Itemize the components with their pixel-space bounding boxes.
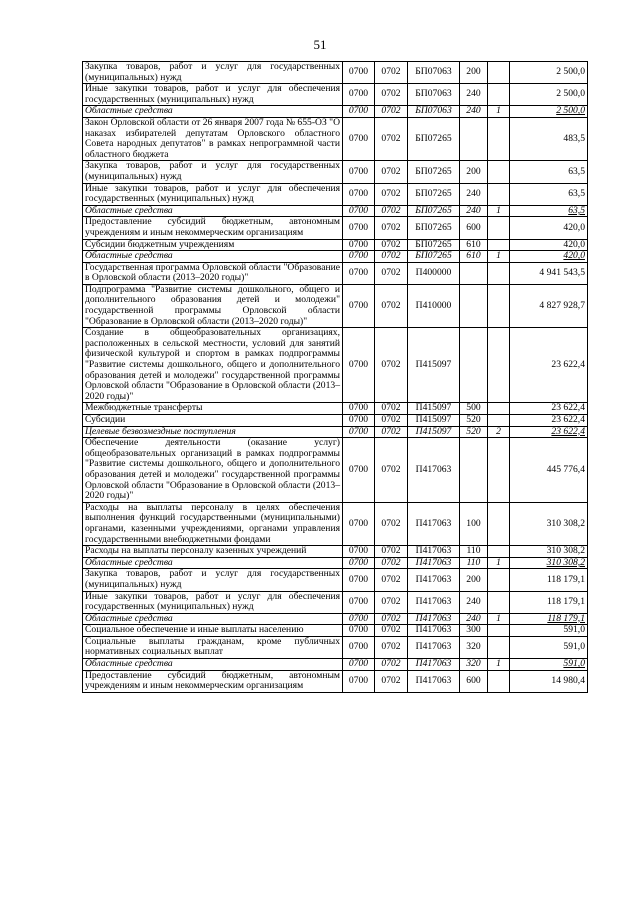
funding-source-code-cell	[488, 217, 510, 239]
table-row	[83, 328, 588, 403]
table-row	[83, 591, 588, 613]
amount-cell: 2 500,0	[510, 62, 588, 84]
row-name-cell: Иные закупки товаров, работ и услуг для обеспечения государственных (муниципальных) нужд	[83, 183, 343, 205]
target-article-code-cell: П415097	[408, 328, 460, 403]
table-row	[83, 659, 588, 671]
expense-type-code-cell: 240	[460, 183, 488, 205]
section-code-cell: 0700	[343, 502, 375, 545]
section-code-cell: 0700	[343, 205, 375, 217]
subsection-code-cell: 0702	[375, 546, 408, 558]
funding-source-code-cell	[488, 591, 510, 613]
row-name-cell: Предоставление субсидий бюджетным, автономным учреждениям и иным некоммерческим организациям	[83, 670, 343, 692]
section-code-cell: 0700	[343, 106, 375, 118]
row-name-cell: Создание в общеобразовательных организациях, расположенных в сельской местности, условий для занятий физической культурой и спортом в рамках подпрограммы "Развитие системы дошкольного, общего и дополнительного образования детей и молодежи" государственной программы Орловской области "Образование в Орловской области (2013–2020 годы)"	[83, 328, 343, 403]
target-article-code-cell: П400000	[408, 262, 460, 284]
row-name-cell: Иные закупки товаров, работ и услуг для обеспечения государственных (муниципальных) нужд	[83, 591, 343, 613]
table-row	[83, 106, 588, 118]
expense-type-code-cell: 600	[460, 217, 488, 239]
expense-type-code-cell: 300	[460, 625, 488, 637]
amount-cell: 310 308,2	[510, 502, 588, 545]
section-code-cell: 0700	[343, 438, 375, 503]
subsection-code-cell: 0702	[375, 117, 408, 160]
row-name-cell: Расходы на выплаты персоналу казенных учреждений	[83, 546, 343, 558]
expense-type-code-cell: 600	[460, 670, 488, 692]
expense-type-code-cell: 240	[460, 84, 488, 106]
target-article-code-cell: П417063	[408, 557, 460, 569]
funding-source-code-cell	[488, 284, 510, 327]
row-name-cell: Обеспечение деятельности (оказание услуг) общеобразовательных организаций в рамках подпрограммы "Развитие системы дошкольного, общего и дополнительного образования детей и молодежи" государственной программы Орловской области "Образование в Орловской области (2013–2020 годы)"	[83, 438, 343, 503]
target-article-code-cell: П417063	[408, 636, 460, 658]
expense-type-code-cell: 320	[460, 636, 488, 658]
expense-type-code-cell: 520	[460, 415, 488, 427]
row-name-cell: Областные средства	[83, 106, 343, 118]
amount-cell: 23 622,4	[510, 328, 588, 403]
amount-cell: 2 500,0	[510, 84, 588, 106]
funding-source-code-cell: 1	[488, 557, 510, 569]
amount-cell: 63,5	[510, 161, 588, 183]
section-code-cell: 0700	[343, 546, 375, 558]
table-row	[83, 62, 588, 84]
subsection-code-cell: 0702	[375, 613, 408, 625]
funding-source-code-cell	[488, 262, 510, 284]
subsection-code-cell: 0702	[375, 557, 408, 569]
table-row	[83, 438, 588, 503]
subsection-code-cell: 0702	[375, 328, 408, 403]
row-name-cell: Государственная программа Орловской области "Образование в Орловской области (2013–2020 годы)"	[83, 262, 343, 284]
subsection-code-cell: 0702	[375, 502, 408, 545]
section-code-cell: 0700	[343, 569, 375, 591]
funding-source-code-cell	[488, 84, 510, 106]
amount-cell: 23 622,4	[510, 403, 588, 415]
amount-cell: 420,0	[510, 251, 588, 263]
funding-source-code-cell: 1	[488, 205, 510, 217]
section-code-cell: 0700	[343, 613, 375, 625]
subsection-code-cell: 0702	[375, 161, 408, 183]
subsection-code-cell: 0702	[375, 591, 408, 613]
funding-source-code-cell	[488, 239, 510, 251]
table-row	[83, 284, 588, 327]
funding-source-code-cell	[488, 328, 510, 403]
target-article-code-cell: П415097	[408, 426, 460, 438]
row-name-cell: Расходы на выплаты персоналу в целях обеспечения выполнения функций государственными (муниципальными) органами, казенными учреждениями, органами управления государственными внебюджетными фондами	[83, 502, 343, 545]
table-row	[83, 239, 588, 251]
amount-cell: 310 308,2	[510, 546, 588, 558]
funding-source-code-cell	[488, 62, 510, 84]
subsection-code-cell: 0702	[375, 84, 408, 106]
section-code-cell: 0700	[343, 591, 375, 613]
table-row	[83, 183, 588, 205]
target-article-code-cell: П417063	[408, 625, 460, 637]
table-row	[83, 161, 588, 183]
table-row	[83, 569, 588, 591]
target-article-code-cell: П417063	[408, 438, 460, 503]
subsection-code-cell: 0702	[375, 183, 408, 205]
amount-cell: 118 179,1	[510, 591, 588, 613]
amount-cell: 591,0	[510, 636, 588, 658]
section-code-cell: 0700	[343, 62, 375, 84]
row-name-cell: Предоставление субсидий бюджетным, автономным учреждениям и иным некоммерческим организациям	[83, 217, 343, 239]
section-code-cell: 0700	[343, 625, 375, 637]
table-row	[83, 217, 588, 239]
table-row	[83, 117, 588, 160]
subsection-code-cell: 0702	[375, 659, 408, 671]
target-article-code-cell: БП07265	[408, 161, 460, 183]
amount-cell: 591,0	[510, 659, 588, 671]
subsection-code-cell: 0702	[375, 106, 408, 118]
amount-cell: 4 827 928,7	[510, 284, 588, 327]
funding-source-code-cell: 1	[488, 613, 510, 625]
expense-type-code-cell: 500	[460, 403, 488, 415]
table-row	[83, 625, 588, 637]
target-article-code-cell: П417063	[408, 546, 460, 558]
subsection-code-cell: 0702	[375, 262, 408, 284]
expense-type-code-cell: 110	[460, 546, 488, 558]
subsection-code-cell: 0702	[375, 670, 408, 692]
section-code-cell: 0700	[343, 426, 375, 438]
subsection-code-cell: 0702	[375, 217, 408, 239]
subsection-code-cell: 0702	[375, 426, 408, 438]
row-name-cell: Иные закупки товаров, работ и услуг для обеспечения государственных (муниципальных) нужд	[83, 84, 343, 106]
amount-cell: 23 622,4	[510, 415, 588, 427]
table-row	[83, 636, 588, 658]
target-article-code-cell: БП07063	[408, 84, 460, 106]
target-article-code-cell: БП07265	[408, 183, 460, 205]
section-code-cell: 0700	[343, 328, 375, 403]
target-article-code-cell: П417063	[408, 502, 460, 545]
amount-cell: 420,0	[510, 217, 588, 239]
section-code-cell: 0700	[343, 670, 375, 692]
expense-type-code-cell: 100	[460, 502, 488, 545]
row-name-cell: Субсидии	[83, 415, 343, 427]
funding-source-code-cell: 1	[488, 659, 510, 671]
table-row	[83, 84, 588, 106]
section-code-cell: 0700	[343, 659, 375, 671]
row-name-cell: Областные средства	[83, 251, 343, 263]
table-row	[83, 613, 588, 625]
subsection-code-cell: 0702	[375, 284, 408, 327]
amount-cell: 118 179,1	[510, 569, 588, 591]
expense-type-code-cell	[460, 328, 488, 403]
target-article-code-cell: П415097	[408, 403, 460, 415]
expense-type-code-cell: 520	[460, 426, 488, 438]
expense-type-code-cell: 320	[460, 659, 488, 671]
row-name-cell: Областные средства	[83, 557, 343, 569]
section-code-cell: 0700	[343, 262, 375, 284]
funding-source-code-cell: 1	[488, 251, 510, 263]
funding-source-code-cell	[488, 546, 510, 558]
section-code-cell: 0700	[343, 557, 375, 569]
funding-source-code-cell: 2	[488, 426, 510, 438]
row-name-cell: Социальные выплаты гражданам, кроме публичных нормативных социальных выплат	[83, 636, 343, 658]
target-article-code-cell: П410000	[408, 284, 460, 327]
budget-table	[82, 61, 588, 693]
target-article-code-cell: П417063	[408, 613, 460, 625]
target-article-code-cell: П415097	[408, 415, 460, 427]
table-row	[83, 557, 588, 569]
table-row	[83, 205, 588, 217]
target-article-code-cell: П417063	[408, 659, 460, 671]
amount-cell: 23 622,4	[510, 426, 588, 438]
page-number: 51	[313, 37, 327, 52]
amount-cell: 420,0	[510, 239, 588, 251]
row-name-cell: Межбюджетные трансферты	[83, 403, 343, 415]
amount-cell: 2 500,0	[510, 106, 588, 118]
row-name-cell: Социальное обеспечение и иные выплаты населению	[83, 625, 343, 637]
row-name-cell: Закупка товаров, работ и услуг для государственных (муниципальных) нужд	[83, 161, 343, 183]
subsection-code-cell: 0702	[375, 251, 408, 263]
section-code-cell: 0700	[343, 217, 375, 239]
table-row	[83, 251, 588, 263]
funding-source-code-cell	[488, 117, 510, 160]
expense-type-code-cell: 200	[460, 569, 488, 591]
section-code-cell: 0700	[343, 251, 375, 263]
funding-source-code-cell	[488, 502, 510, 545]
funding-source-code-cell	[488, 438, 510, 503]
funding-source-code-cell	[488, 403, 510, 415]
amount-cell: 63,5	[510, 183, 588, 205]
amount-cell: 4 941 543,5	[510, 262, 588, 284]
section-code-cell: 0700	[343, 84, 375, 106]
target-article-code-cell: БП07265	[408, 239, 460, 251]
funding-source-code-cell	[488, 670, 510, 692]
section-code-cell: 0700	[343, 415, 375, 427]
section-code-cell: 0700	[343, 161, 375, 183]
subsection-code-cell: 0702	[375, 62, 408, 84]
amount-cell: 591,0	[510, 625, 588, 637]
table-row	[83, 502, 588, 545]
target-article-code-cell: БП07265	[408, 251, 460, 263]
subsection-code-cell: 0702	[375, 205, 408, 217]
funding-source-code-cell	[488, 569, 510, 591]
budget-table-body	[83, 62, 588, 693]
expense-type-code-cell: 200	[460, 161, 488, 183]
expense-type-code-cell: 610	[460, 251, 488, 263]
table-row	[83, 546, 588, 558]
target-article-code-cell: П417063	[408, 569, 460, 591]
table-row	[83, 426, 588, 438]
section-code-cell: 0700	[343, 239, 375, 251]
funding-source-code-cell	[488, 161, 510, 183]
subsection-code-cell: 0702	[375, 438, 408, 503]
section-code-cell: 0700	[343, 117, 375, 160]
funding-source-code-cell	[488, 183, 510, 205]
section-code-cell: 0700	[343, 403, 375, 415]
funding-source-code-cell: 1	[488, 106, 510, 118]
expense-type-code-cell	[460, 284, 488, 327]
table-row	[83, 415, 588, 427]
section-code-cell: 0700	[343, 636, 375, 658]
expense-type-code-cell: 200	[460, 62, 488, 84]
expense-type-code-cell: 240	[460, 205, 488, 217]
expense-type-code-cell: 240	[460, 591, 488, 613]
amount-cell: 63,5	[510, 205, 588, 217]
expense-type-code-cell	[460, 438, 488, 503]
subsection-code-cell: 0702	[375, 569, 408, 591]
expense-type-code-cell	[460, 262, 488, 284]
row-name-cell: Закупка товаров, работ и услуг для государственных (муниципальных) нужд	[83, 569, 343, 591]
row-name-cell: Подпрограмма "Развитие системы дошкольного, общего и дополнительного образования детей и молодежи" государственной программы Орловской области "Образование в Орловской области (2013–2020 годы)"	[83, 284, 343, 327]
amount-cell: 445 776,4	[510, 438, 588, 503]
funding-source-code-cell	[488, 636, 510, 658]
row-name-cell: Целевые безвозмездные поступления	[83, 426, 343, 438]
target-article-code-cell: БП07063	[408, 106, 460, 118]
target-article-code-cell: БП07063	[408, 62, 460, 84]
target-article-code-cell: БП07265	[408, 117, 460, 160]
row-name-cell: Областные средства	[83, 659, 343, 671]
row-name-cell: Закон Орловской области от 26 января 2007 года № 655-ОЗ "О наказах избирателей депутатам Орловского областного Совета народных депутатов" в рамках непрограммной части областного бюджета	[83, 117, 343, 160]
target-article-code-cell: БП07265	[408, 217, 460, 239]
expense-type-code-cell	[460, 117, 488, 160]
subsection-code-cell: 0702	[375, 625, 408, 637]
subsection-code-cell: 0702	[375, 415, 408, 427]
expense-type-code-cell: 240	[460, 613, 488, 625]
amount-cell: 14 980,4	[510, 670, 588, 692]
target-article-code-cell: П417063	[408, 591, 460, 613]
section-code-cell: 0700	[343, 284, 375, 327]
table-row	[83, 262, 588, 284]
target-article-code-cell: П417063	[408, 670, 460, 692]
row-name-cell: Закупка товаров, работ и услуг для государственных (муниципальных) нужд	[83, 62, 343, 84]
subsection-code-cell: 0702	[375, 239, 408, 251]
row-name-cell: Областные средства	[83, 613, 343, 625]
table-row	[83, 670, 588, 692]
expense-type-code-cell: 610	[460, 239, 488, 251]
section-code-cell: 0700	[343, 183, 375, 205]
amount-cell: 310 308,2	[510, 557, 588, 569]
row-name-cell: Субсидии бюджетным учреждениям	[83, 239, 343, 251]
amount-cell: 483,5	[510, 117, 588, 160]
funding-source-code-cell	[488, 415, 510, 427]
row-name-cell: Областные средства	[83, 205, 343, 217]
subsection-code-cell: 0702	[375, 403, 408, 415]
table-row	[83, 403, 588, 415]
expense-type-code-cell: 110	[460, 557, 488, 569]
expense-type-code-cell: 240	[460, 106, 488, 118]
funding-source-code-cell	[488, 625, 510, 637]
target-article-code-cell: БП07265	[408, 205, 460, 217]
amount-cell: 118 179,1	[510, 613, 588, 625]
subsection-code-cell: 0702	[375, 636, 408, 658]
